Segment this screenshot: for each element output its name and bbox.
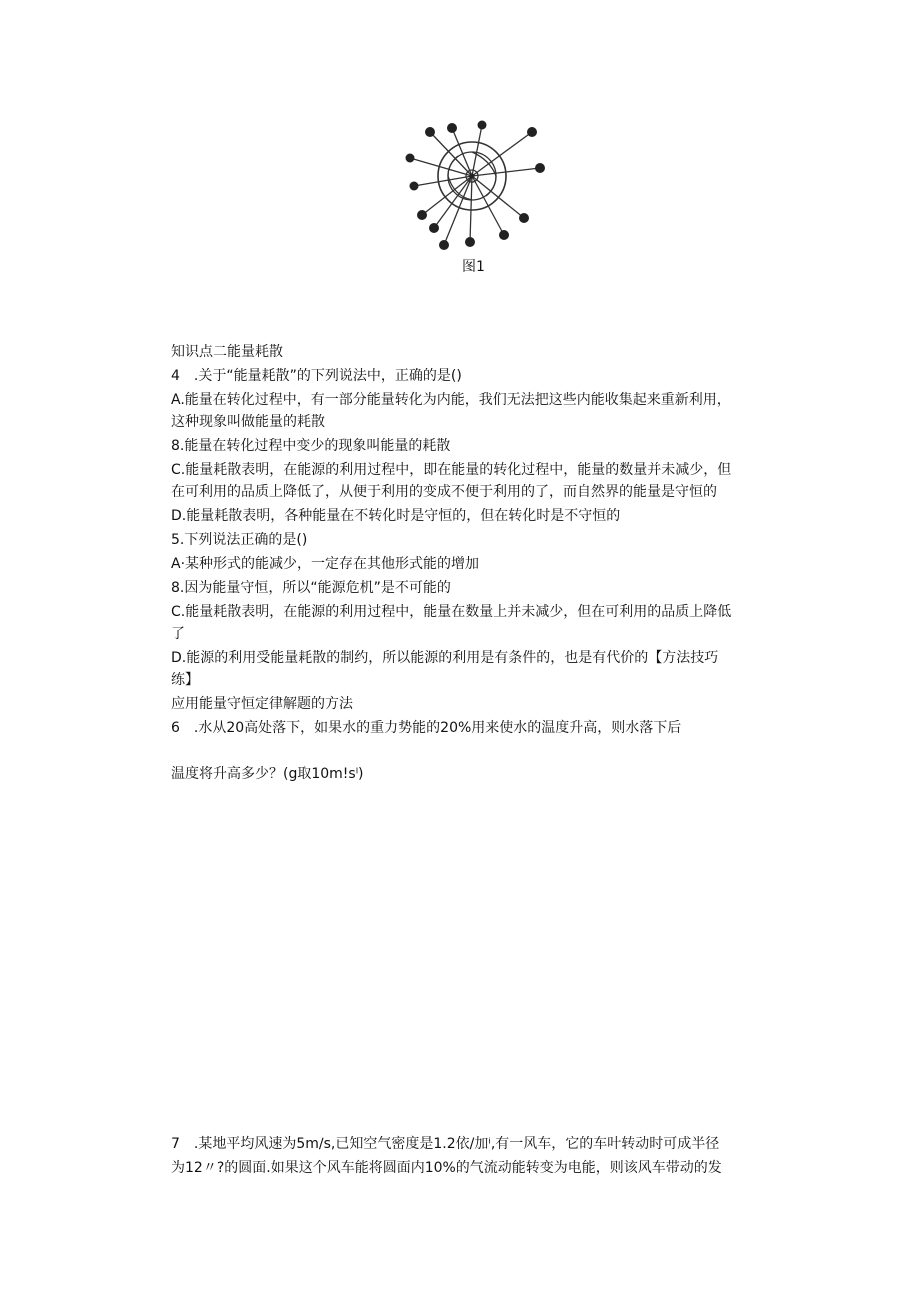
- q5-option-d: D.能源的利用受能量耗散的制约，所以能源的利用是有条件的，也是有代价的【方法技巧: [171, 650, 719, 666]
- q4-option-d: D.能量耗散表明，各种能量在不转化时是守恒的，但在转化时是不守恒的: [171, 508, 621, 524]
- q5-option-b: 8.因为能量守恒，所以“能源危机”是不可能的: [171, 580, 451, 596]
- q4-option-c: C.能量耗散表明，在能源的利用过程中，即在能量的转化过程中，能量的数量并未减少，但: [171, 462, 732, 478]
- q4-option-b: 8.能量在转化过程中变少的现象叫能量的耗散: [171, 438, 451, 454]
- q5-option-c: C.能量耗散表明，在能源的利用过程中，能量在数量上并未减少，但在可利用的品质上降低: [171, 604, 732, 620]
- waterwheel-figure: [400, 120, 550, 260]
- q6-stem: 6 .水从20高处落下，如果水的重力势能的20%用来使水的温度升高，则水落下后: [171, 720, 682, 736]
- q4-stem: 4 .关于“能量耗散”的下列说法中，正确的是(): [171, 368, 462, 384]
- q4-option-a: A.能量在转化过程中，有一部分能量转化为内能，我们无法把这些内能收集起来重新利用，: [171, 392, 731, 408]
- q6-stem-cont: 温度将升高多少？(g取10m!sˡ): [171, 766, 364, 782]
- q5-option-d-cont: 练】: [171, 672, 199, 688]
- section-heading-energy-dissipation: 知识点二能量耗散: [171, 344, 283, 360]
- figure-caption: 图1: [462, 259, 485, 275]
- q7-stem: 7 .某地平均风速为5m∕s,已知空气密度是1.2依/加ⁱ,有一风车，它的车叶转动时可成半径: [171, 1136, 720, 1152]
- section-heading-methods: 应用能量守恒定律解题的方法: [171, 696, 353, 712]
- q5-option-c-cont: 了: [171, 626, 185, 642]
- q7-stem-cont: 为12〃?的圆面.如果这个风车能将圆面内10%的气流动能转变为电能，则该风车带动的发: [171, 1160, 722, 1176]
- q4-option-c-cont: 在可利用的品质上降低了，从便于利用的变成不便于利用的了，而自然界的能量是守恒的: [171, 484, 717, 500]
- q5-option-a: A·某种形式的能减少，一定存在其他形式能的增加: [171, 556, 480, 572]
- q5-stem: 5.下列说法正确的是(): [171, 532, 308, 548]
- q4-option-a-cont: 这种现象叫做能量的耗散: [171, 414, 325, 430]
